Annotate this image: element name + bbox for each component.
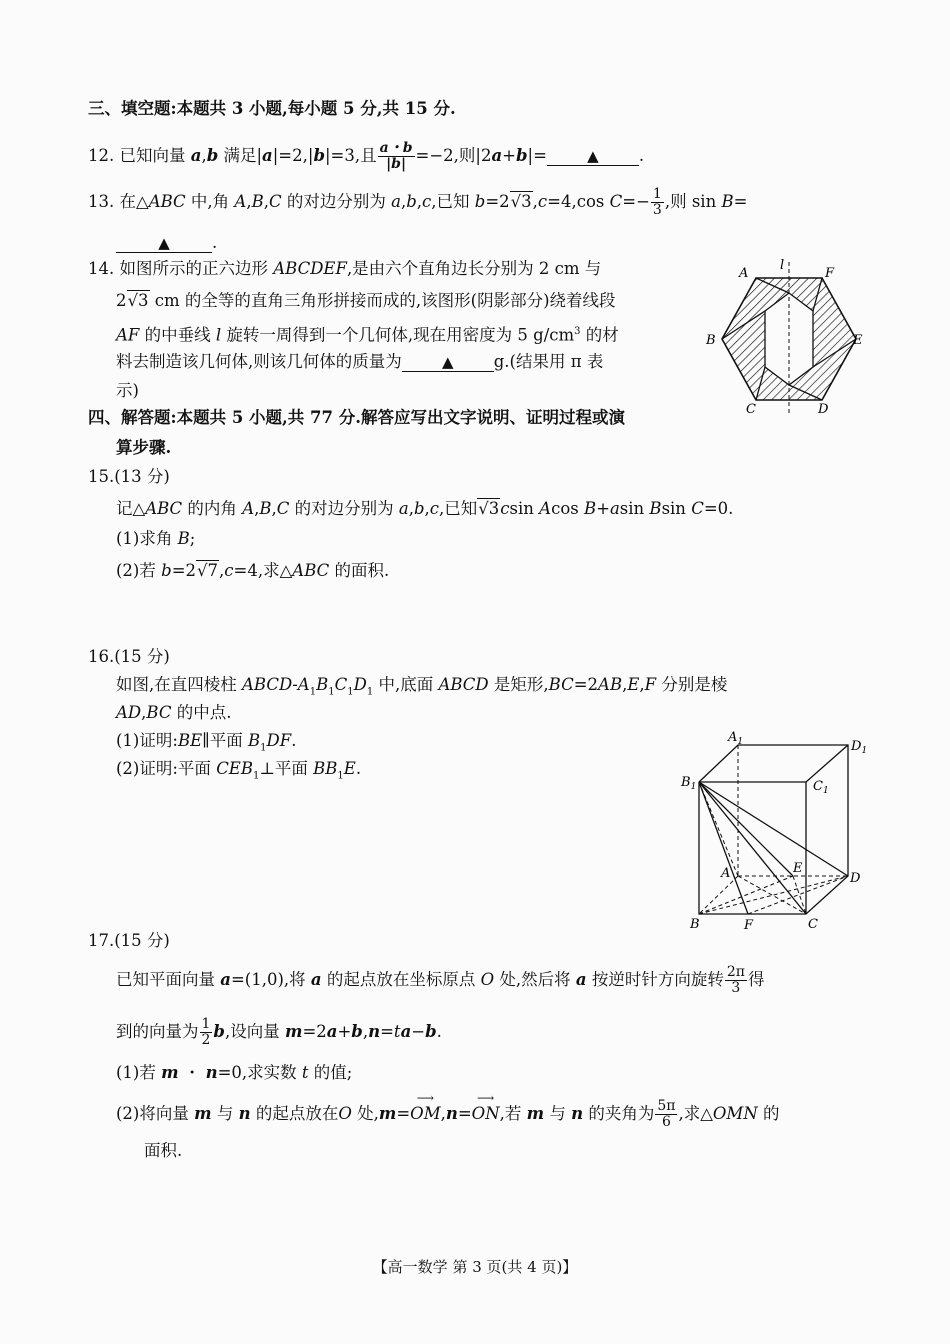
question-13-answer-line: ▲ . [116, 232, 217, 254]
label-D: D [850, 871, 861, 886]
answer-blank-12: ▲ [547, 147, 639, 166]
label-A: A [721, 866, 731, 881]
label-D1: $D_1$ [851, 739, 868, 756]
section3-title: 三、填空题:本题共 3 小题,每小题 5 分,共 15 分. [88, 99, 456, 118]
prism-solid-edges [699, 745, 848, 914]
label-D: D [818, 402, 829, 417]
label-F: F [825, 266, 835, 281]
question-12: 12. 已知向量 a,b 满足|a|=2,|b|=3,且 $\frac{a・b}{|b|}$ =−2,则|2a+b|= ▲ . [88, 140, 645, 172]
label-C1: $C_1$ [813, 779, 829, 796]
answer-blank-14: ▲ [402, 353, 494, 372]
label-l: l [780, 258, 785, 273]
label-E: E [793, 861, 803, 876]
label-E: E [853, 333, 863, 348]
label-C: C [746, 402, 756, 417]
page-footer: 【高一数学 第 3 页(共 4 页)】 [372, 1258, 578, 1276]
label-F: F [744, 918, 754, 933]
label-A1: $A_1$ [728, 730, 744, 747]
question-13: 13. 在△ABC 中,角 A,B,C 的对边分别为 a,b,c,已知 b=2√3,c=4,cos C=− $\frac{1}{3}$ ,则 sin B= [88, 186, 748, 218]
answer-blank-13: ▲ [116, 234, 212, 253]
label-B: B [690, 917, 700, 932]
prism-figure [675, 725, 880, 935]
fraction-ab-over-b: $\frac{a・b}{|b|}$ [379, 140, 413, 172]
label-A: A [739, 266, 749, 281]
label-C: C [808, 917, 818, 932]
label-B1: $B_1$ [681, 775, 697, 792]
hexagon-figure [700, 250, 875, 425]
label-B: B [706, 333, 716, 348]
